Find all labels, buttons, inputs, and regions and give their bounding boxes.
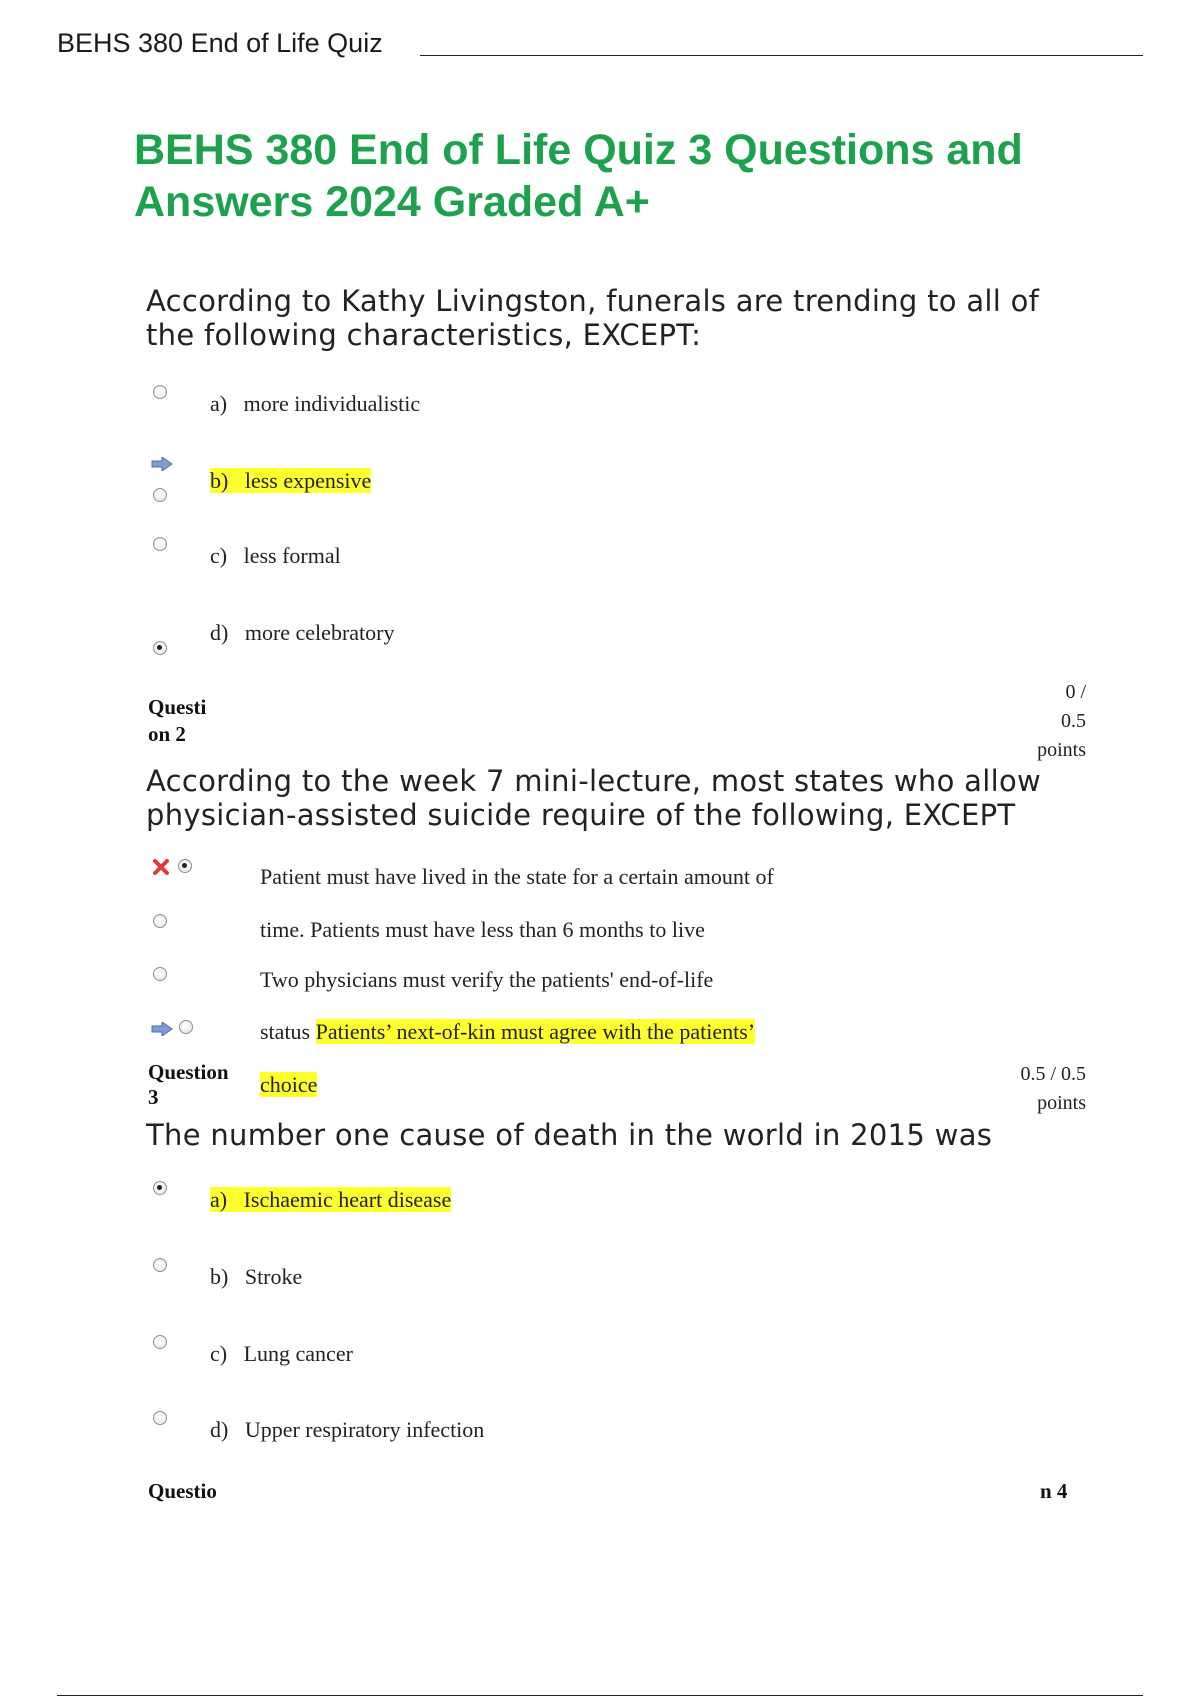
radio-icon-selected[interactable] <box>178 859 192 873</box>
wrong-answer-x-icon <box>152 858 170 876</box>
correct-answer-arrow-icon <box>151 457 173 471</box>
q3-option-c <box>210 1341 353 1367</box>
question-2-text: According to the week 7 mini-lecture, most states who allow physician-assisted suicide require of the following, EXCEPT <box>146 764 1042 832</box>
header-rule <box>420 55 1143 56</box>
radio-icon[interactable] <box>153 1411 167 1425</box>
radio-icon[interactable] <box>179 1020 193 1034</box>
radio-icon[interactable] <box>153 1335 167 1349</box>
score-line: 0 / <box>1065 681 1086 703</box>
option-text: less expensive <box>244 468 372 493</box>
option-text: more individualistic <box>243 391 421 416</box>
q3-option-b <box>210 1264 302 1290</box>
answer-text: status <box>260 1019 311 1044</box>
q1-option-d <box>210 620 394 646</box>
score-line: points <box>1037 1092 1086 1114</box>
label-line: 3 <box>148 1085 159 1109</box>
option-letter: c) <box>210 543 228 568</box>
q3-option-a <box>210 1187 451 1213</box>
running-header: BEHS 380 End of Life Quiz <box>57 28 383 58</box>
option-letter: d) <box>210 620 229 645</box>
label-line: Questi <box>148 695 207 719</box>
question-2-score <box>980 678 1086 765</box>
option-text: Upper respiratory infection <box>244 1417 485 1442</box>
q3-option-d <box>210 1417 484 1443</box>
correct-answer-text: Patients’ next-of-kin must agree with the patients’ <box>315 1019 756 1044</box>
q2-answer-line: Two physicians must verify the patients' end-of-life <box>260 967 714 992</box>
question-2-label <box>148 694 206 748</box>
radio-icon[interactable] <box>153 488 167 502</box>
q2-answer-line <box>260 1019 755 1045</box>
correct-answer-text: choice <box>260 1072 318 1097</box>
score-line: 0.5 / 0.5 <box>1020 1063 1086 1085</box>
radio-icon-selected[interactable] <box>153 1181 167 1195</box>
score-line: points <box>1037 739 1086 761</box>
label-line: Question <box>148 1060 229 1084</box>
footer-rule <box>57 1695 1143 1696</box>
label-line: on 2 <box>148 722 186 746</box>
q2-answer-line <box>260 1072 317 1098</box>
option-letter: b) <box>210 468 229 493</box>
radio-icon-selected[interactable] <box>153 641 167 655</box>
option-letter: d) <box>210 1417 229 1442</box>
score-line: 0.5 <box>1061 710 1086 732</box>
option-text: more celebratory <box>244 620 395 645</box>
correct-answer-arrow-icon <box>151 1022 173 1036</box>
q1-option-c <box>210 543 341 569</box>
radio-icon[interactable] <box>153 967 167 981</box>
q1-option-b <box>210 468 371 494</box>
q1-option-a <box>210 391 420 417</box>
page-title: BEHS 380 End of Life Quiz 3 Questions and Answers 2024 Graded A+ <box>134 126 1023 226</box>
option-text: less formal <box>243 543 341 568</box>
question-3-label <box>148 1059 229 1108</box>
option-letter: b) <box>210 1264 229 1289</box>
question-3-text: The number one cause of death in the world in 2015 was <box>146 1118 993 1152</box>
radio-icon[interactable] <box>153 1258 167 1272</box>
radio-icon[interactable] <box>153 385 167 399</box>
option-letter: a) <box>210 391 228 416</box>
option-text: Lung cancer <box>243 1341 353 1366</box>
question-4-label-left: Questio <box>148 1479 217 1503</box>
option-letter: c) <box>210 1341 228 1366</box>
q2-answer-line: time. Patients must have less than 6 months to live <box>260 917 705 942</box>
question-1-text: According to Kathy Livingston, funerals are trending to all of the following characteristics, EXCEPT: <box>146 284 1040 352</box>
option-text: Stroke <box>244 1264 303 1289</box>
option-text: Ischaemic heart disease <box>243 1187 452 1212</box>
option-letter: a) <box>210 1187 228 1212</box>
q2-answer-line: Patient must have lived in the state for a certain amount of <box>260 864 774 889</box>
radio-icon[interactable] <box>153 537 167 551</box>
question-4-label-right: n 4 <box>1040 1479 1068 1503</box>
radio-icon[interactable] <box>153 914 167 928</box>
question-3-score <box>960 1060 1086 1118</box>
